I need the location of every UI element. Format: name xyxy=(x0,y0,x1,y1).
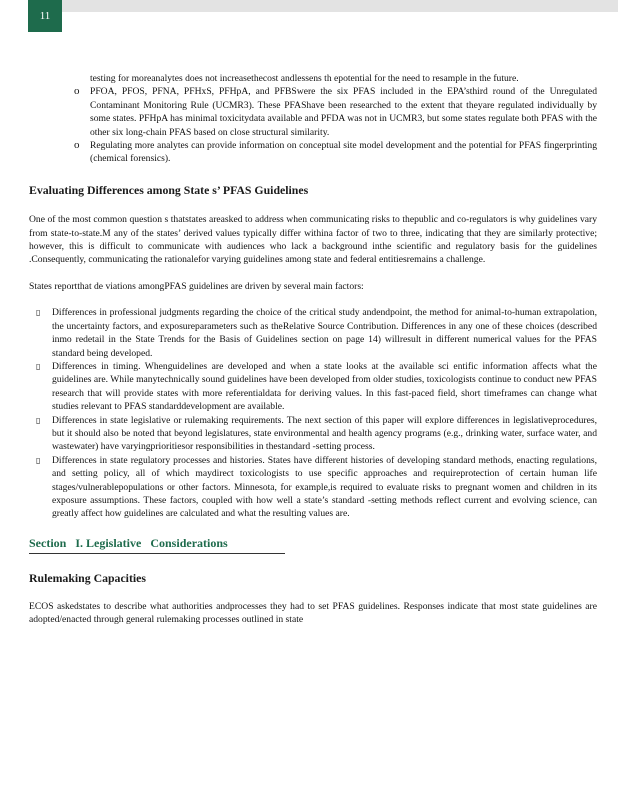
analyte-bullet-list xyxy=(29,85,597,165)
circle-bullet-icon: o xyxy=(74,85,80,98)
list-item-text: Differences in state legislative or rulemaking requirements. The next section of this paper will explore differences in legislativeprocedures, but it should also be noted that beyond legislatures, state environmental and health agency programs (e.g., drinking water, surface water, and wastewater) have varyingprioritiesor responsibilities in thestandard -setting process. xyxy=(52,414,597,453)
header-bar xyxy=(62,0,618,12)
paragraph: One of the most common question s thatstates areasked to address when communicating risks to thepublic and co-regulators is why guidelines vary from state-to-state.M any of the states’ derived values typically differ withina factor of two to three, indicating that they are similarly protective; however, this is difficult to communicate with audiences who lack a background inthe scientific and regulatory basis for the guidelines .Consequently, communicating the rationalefor varying guidelines among state and federal entitiesremains a challenge. xyxy=(29,214,597,266)
continued-paragraph: testing for moreanalytes does not increasethecost andlessens th epotential for the need to resample in the future. xyxy=(90,73,519,84)
circle-bullet-icon: o xyxy=(74,139,80,152)
section-label: Section xyxy=(29,535,67,550)
section-heading xyxy=(29,537,285,554)
list-item xyxy=(29,414,597,454)
document-body xyxy=(29,72,597,626)
list-item xyxy=(29,454,597,521)
list-item-text: Regulating more analytes can provide information on conceptual site model development and the potential for PFAS fingerprinting (chemical forensics). xyxy=(90,140,597,165)
list-item xyxy=(29,139,597,166)
factors-bullet-list xyxy=(29,306,597,521)
box-bullet-icon: ▯ xyxy=(36,415,41,425)
list-item-text: Differences in timing. Whenguidelines are developed and when a state looks at the available sci entific information affects what the guidelines are. While manytechnically sound guidelines have been developed from older studies, toxicologists continue to conduct new PFAS research that will provide states with more referentialdata for deriving values. In this fast-paced field, short timeframes can change what studies relevant to PFAS standarddevelopment are available. xyxy=(52,360,597,413)
paragraph: ECOS askedstates to describe what authorities andprocesses they had to set PFAS guidelines. Responses indicate that most state guidelines are adopted/enacted through general rulemaking processes outlined in state xyxy=(29,600,597,625)
list-item-text: Differences in state regulatory processes and histories. States have different histories of developing standard methods, enacting regulations, and setting policy, all of which maydirect toxicologists to use specific approaches and requireprotection of certain human life stages/vulnerablepopulations or other factors. Minnesota, for example,is required to evaluate risks to pregnant women and children in its exposure assumptions. These factors, coupled with how well a state’s standard -setting methods reflect current and evolving science, can greatly affect how guidelines are calculated and what the resulting values are. xyxy=(52,454,597,520)
section-roman: I. Legislative xyxy=(75,535,142,550)
evaluating-differences-heading: Evaluating Differences among State s’ PFAS Guidelines xyxy=(29,182,309,197)
list-item-text: Differences in professional judgments regarding the choice of the critical study andendpoint, the method for animal-to-human extrapolation, the uncertainty factors, and exposureparameters such as theRelative Source Contribution. Differences in any one of these choices (described inmo redetail in the State Trends for the Basis of Guidelines section on page 14) willresult in different numerical values for the PFAS standard being developed. xyxy=(52,307,597,359)
list-item xyxy=(29,360,597,414)
list-item-text: PFOA, PFOS, PFNA, PFHxS, PFHpA, and PFBSwere the six PFAS included in the EPA’sthird round of the Unregulated Contaminant Monitoring Rule (UCMR3). These PFAShave been researched to the extent that theyare regulated individually by some states. PFHpA has minimal toxicitydata available and PFDA was not in UCMR3, but some states regulate both PFAS with the other six long-chain PFAS based on close structural similarity. xyxy=(90,86,597,138)
rulemaking-heading: Rulemaking Capacities xyxy=(29,571,146,586)
box-bullet-icon: ▯ xyxy=(36,308,41,318)
page-number: 11 xyxy=(39,10,51,22)
box-bullet-icon: ▯ xyxy=(36,361,41,371)
page-number-badge xyxy=(28,0,62,32)
paragraph: States reportthat de viations amongPFAS guidelines are driven by several main factors: xyxy=(29,280,364,292)
section-title: Considerations xyxy=(150,535,228,550)
list-item xyxy=(29,306,597,360)
list-item xyxy=(29,85,597,139)
box-bullet-icon: ▯ xyxy=(36,455,41,465)
